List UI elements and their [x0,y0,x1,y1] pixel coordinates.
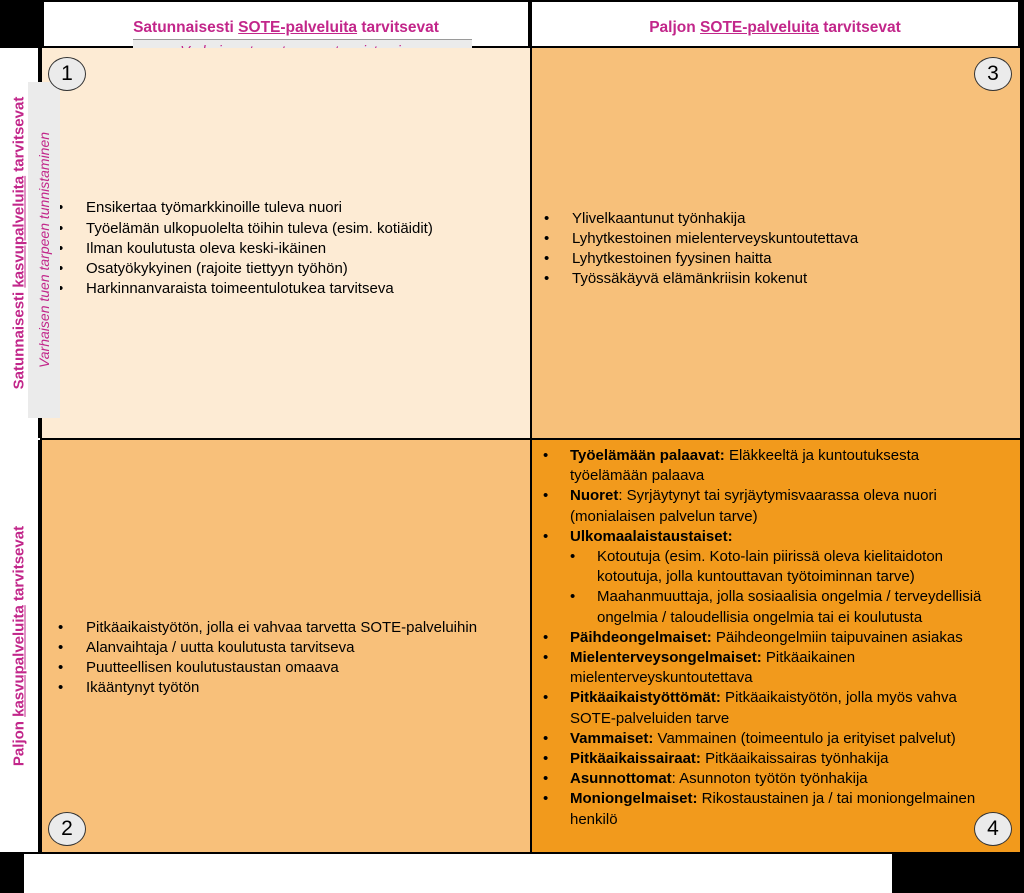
list-item [543,729,993,749]
list-item-heading: Asunnottomat [570,770,672,788]
row-header-1-pre: Satunnaisesti [10,287,28,390]
list-item-heading: Mielenterveysongelmaiset: [570,649,762,667]
list-item-description: Päihdeongelmiin taipuvainen asiakas [711,628,963,646]
frame-right-line [1020,48,1024,854]
frame-bottom-line [24,852,1024,854]
list-item-description: Eläkkeeltä ja kuntoutuksesta työelämään palaava [570,447,924,485]
list-item: • Lyhytkestoinen mielenterveyskuntoutettava [544,229,858,249]
quadrant-number-3: 3 [974,57,1012,91]
column-header-1-post: tarvitsevat [357,19,439,36]
list-item-description: Rikostaustainen ja / tai moniongelmainen henkilö [570,790,980,828]
early-support-vertical-text: Varhaisen tuen tarpeen tunnistaminen [36,131,52,369]
list-item: • Lyhytkestoinen fyysinen haitta [544,249,858,269]
list-item-heading: Pitkäaikaistyöttömät: [570,689,721,707]
list-item: • Osatyökykyinen (rajoite tiettyyn työhön) [58,259,433,279]
quadrant-2-list [58,618,477,699]
column-header-1-link: SOTE-palveluita [238,19,358,36]
list-item-description: Pitkäaikainen mielenterveyskuntoutettava [570,649,860,687]
quadrant-number-1: 1 [48,57,86,91]
sub-list-item: • Maahanmuuttaja, jolla sosiaalisia ongelmia / terveydellisiä ongelmia / taloudellisia ongelmia tai ei koulutusta [570,587,993,627]
list-item-heading: Päihdeongelmaiset: [570,628,712,646]
list-item-description: Pitkäaikaissairas työnhakija [700,750,889,768]
list-item-description: : Syrjäytynyt tai syrjäytymisvaarassa oleva nuori (monialaisen palvelun tarve) [570,487,941,525]
row-header-frequent-growth [0,440,40,852]
list-item [543,769,993,789]
list-item: • Työelämän ulkopuolelta töihin tuleva (esim. kotiäidit) [58,219,433,239]
list-item-heading: Vammaiset: [570,729,654,747]
frame-bottom-right [892,852,1024,893]
list-item [543,749,993,769]
quadrant-1-list [58,198,433,299]
list-item [543,628,993,648]
column-header-1-pre: Satunnaisesti [133,19,239,36]
column-header-frequent-sote [532,2,1018,46]
column-header-2-link: SOTE-palveluita [700,19,819,36]
sub-list [570,547,993,628]
list-item-heading: Nuoret [570,487,619,505]
quadrant-3 [532,48,1020,438]
quadrant-2 [42,440,530,852]
row-header-2-pre: Paljon [10,716,28,767]
quadrant-4 [532,440,1020,852]
list-item: • Ylivelkaantunut työnhakija [544,209,858,229]
row-header-2-link: kasvupalveluita [10,605,28,717]
list-item-heading: Pitkäaikaissairaat: [570,750,701,768]
quadrant-number-4: 4 [974,812,1012,846]
list-item-description: Pitkäaikaistyötön, jolla myös vahva SOTE-palveluiden tarve [570,689,962,727]
list-item: • Harkinnanvaraista toimeentulotukea tarvitseva [58,279,433,299]
quadrant-3-list [544,209,858,290]
early-support-vertical-subtitle [28,82,60,418]
list-item: • Alanvaihtaja / uutta koulutusta tarvitseva [58,638,477,658]
list-item [543,688,993,728]
quadrant-1 [42,48,530,438]
list-item-heading: Työelämään palaavat: [570,447,725,464]
column-header-2-pre: Paljon [649,19,701,36]
quadrant-4-list [543,446,993,830]
list-item-description: : Asunnoton työtön työnhakija [671,770,868,788]
list-item [543,486,993,526]
row-header-1-text [11,97,28,390]
row-header-1-link: kasvupalveluita [10,175,28,288]
list-item-heading: Moniongelmaiset: [570,790,698,808]
sub-list-item: • Kotoutuja (esim. Koto-lain piirissä oleva kielitaidoton kotoutuja, jolla kuntouttavan työtoiminnan tarve) [570,547,993,587]
list-item-description: Vammainen (toimeentulo ja erityiset palvelut) [653,729,956,747]
list-item [543,789,993,829]
row-header-1-post: tarvitsevat [10,96,28,176]
row-header-2-post: tarvitsevat [10,525,28,606]
quadrant-number-2: 2 [48,812,86,846]
frame-top-left [0,0,44,48]
list-item-heading: Ulkomaalaistaustaiset: [570,527,733,545]
list-item: • Puutteellisen koulutustaustan omaava [58,658,477,678]
list-item [543,446,993,486]
list-item: • Pitkäaikaistyötön, jolla ei vahvaa tarvetta SOTE-palveluihin [58,618,477,638]
list-item [543,527,993,628]
row-header-2-text [11,526,28,766]
column-header-2-post: tarvitsevat [818,19,901,36]
list-item [543,648,993,688]
list-item: • Työssäkäyvä elämänkriisin kokenut [544,269,858,289]
list-item: • Ikääntynyt työtön [58,678,477,698]
frame-bottom-left [0,852,24,893]
list-item: • Ilman koulutusta oleva keski-ikäinen [58,239,433,259]
list-item: • Ensikertaa työmarkkinoille tuleva nuori [58,198,433,218]
